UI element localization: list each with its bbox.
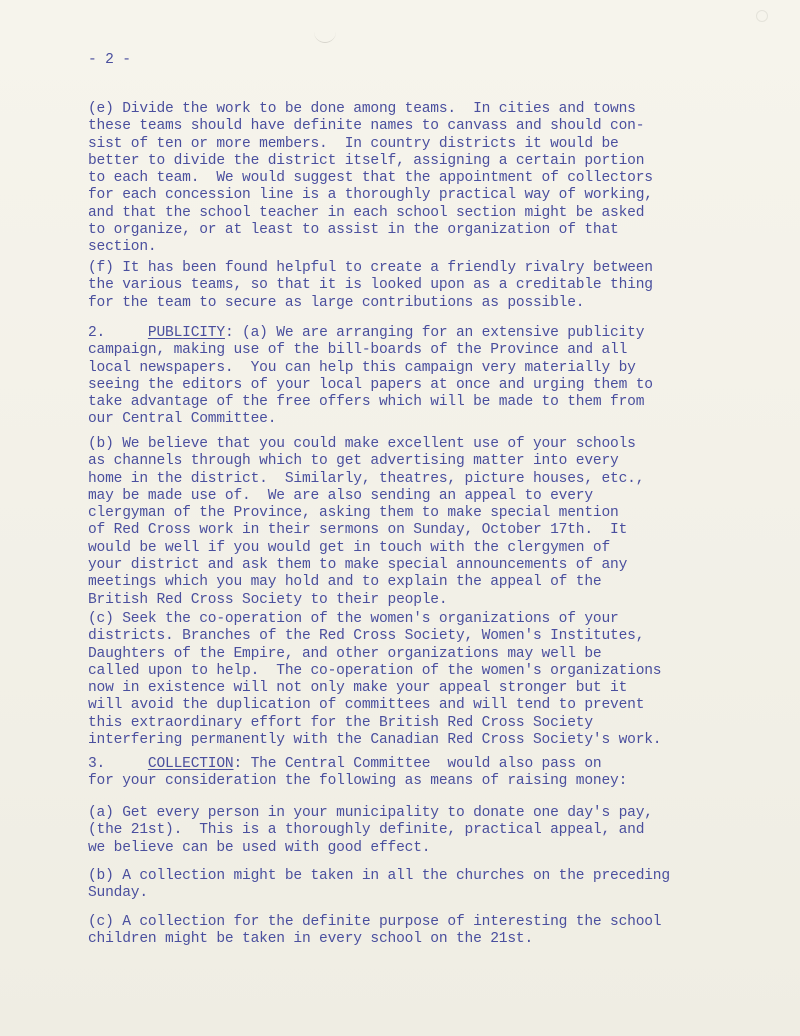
paragraph-b: (b) We believe that you could make excellent use of your schools as channels through which to get advertising matter into every home in the district. Similarly, theatres, picture houses, etc., may be made use of. We are also sending an appeal to every clergyman of the Province, asking them to make special mention of Red Cross work in their sermons on Sunday, October 17th. It would be well if you would get in touch with the clergymen of your district and ask them to make special announcements of any meetings which you may hold and to explain the appeal of the British Red Cross Society to their people.: [88, 436, 645, 608]
paragraph-collect-c: (c) A collection for the definite purpose of interesting the school children might be taken in every school on the 21st.: [88, 914, 662, 948]
section-heading-publicity: PUBLICITY: [147, 325, 225, 341]
section-body: : (a) We are arranging for an extensive publicity campaign, making use of the bill-boards of the Province and all local newspapers. You can help this campaign very materially by seeing the editors of your local papers at once and urging them to take advantage of the free offers which will be made to them from our Central Committee.: [88, 325, 653, 428]
paragraph-f: (f) It has been found helpful to create a friendly rivalry between the various teams, so that it is looked upon as a creditable thing for the team to secure as large contributions as possible.: [88, 260, 653, 311]
paper-mark: [756, 10, 768, 22]
paragraph-collect-b: (b) A collection might be taken in all the churches on the preceding Sunday.: [88, 868, 670, 902]
paragraph-c: (c) Seek the co-operation of the women's organizations of your districts. Branches of the Red Cross Society, Women's Institutes, Daughters of the Empire, and other organizations may well be called upon to help. The co-operation of the women's organizations now in existence will not only make your appeal stronger but it will avoid the duplication of committees and will tend to prevent this extraordinary effort for the British Red Cross Society interfering permanently with the Canadian Red Cross Society's work.: [88, 611, 662, 749]
section-collection: [88, 756, 627, 791]
section-number: 3.: [88, 756, 148, 772]
paragraph-collect-a: (a) Get every person in your municipality to donate one day's pay, (the 21st). This is a thoroughly definite, practical appeal, and we believe can be used with good effect.: [88, 805, 653, 856]
paper-crease: [314, 30, 336, 43]
page-number: - 2 -: [88, 52, 131, 68]
section-body: : The Central Committee would also pass on for your consideration the following as means of raising money:: [88, 756, 628, 790]
paragraph-e: (e) Divide the work to be done among teams. In cities and towns these teams should have definite names to canvass and should con- sist of ten or more members. In country districts it would be better to divide the district itself, assigning a certain portion to each team. We would suggest that the appointment of collectors for each concession line is a thoroughly practical way of working, and that the school teacher in each school section might be asked to organize, or at least to assist in the organization of that section.: [88, 101, 653, 256]
section-number: 2.: [88, 325, 148, 341]
section-heading-collection: COLLECTION: [147, 756, 234, 772]
section-publicity: [88, 325, 653, 429]
